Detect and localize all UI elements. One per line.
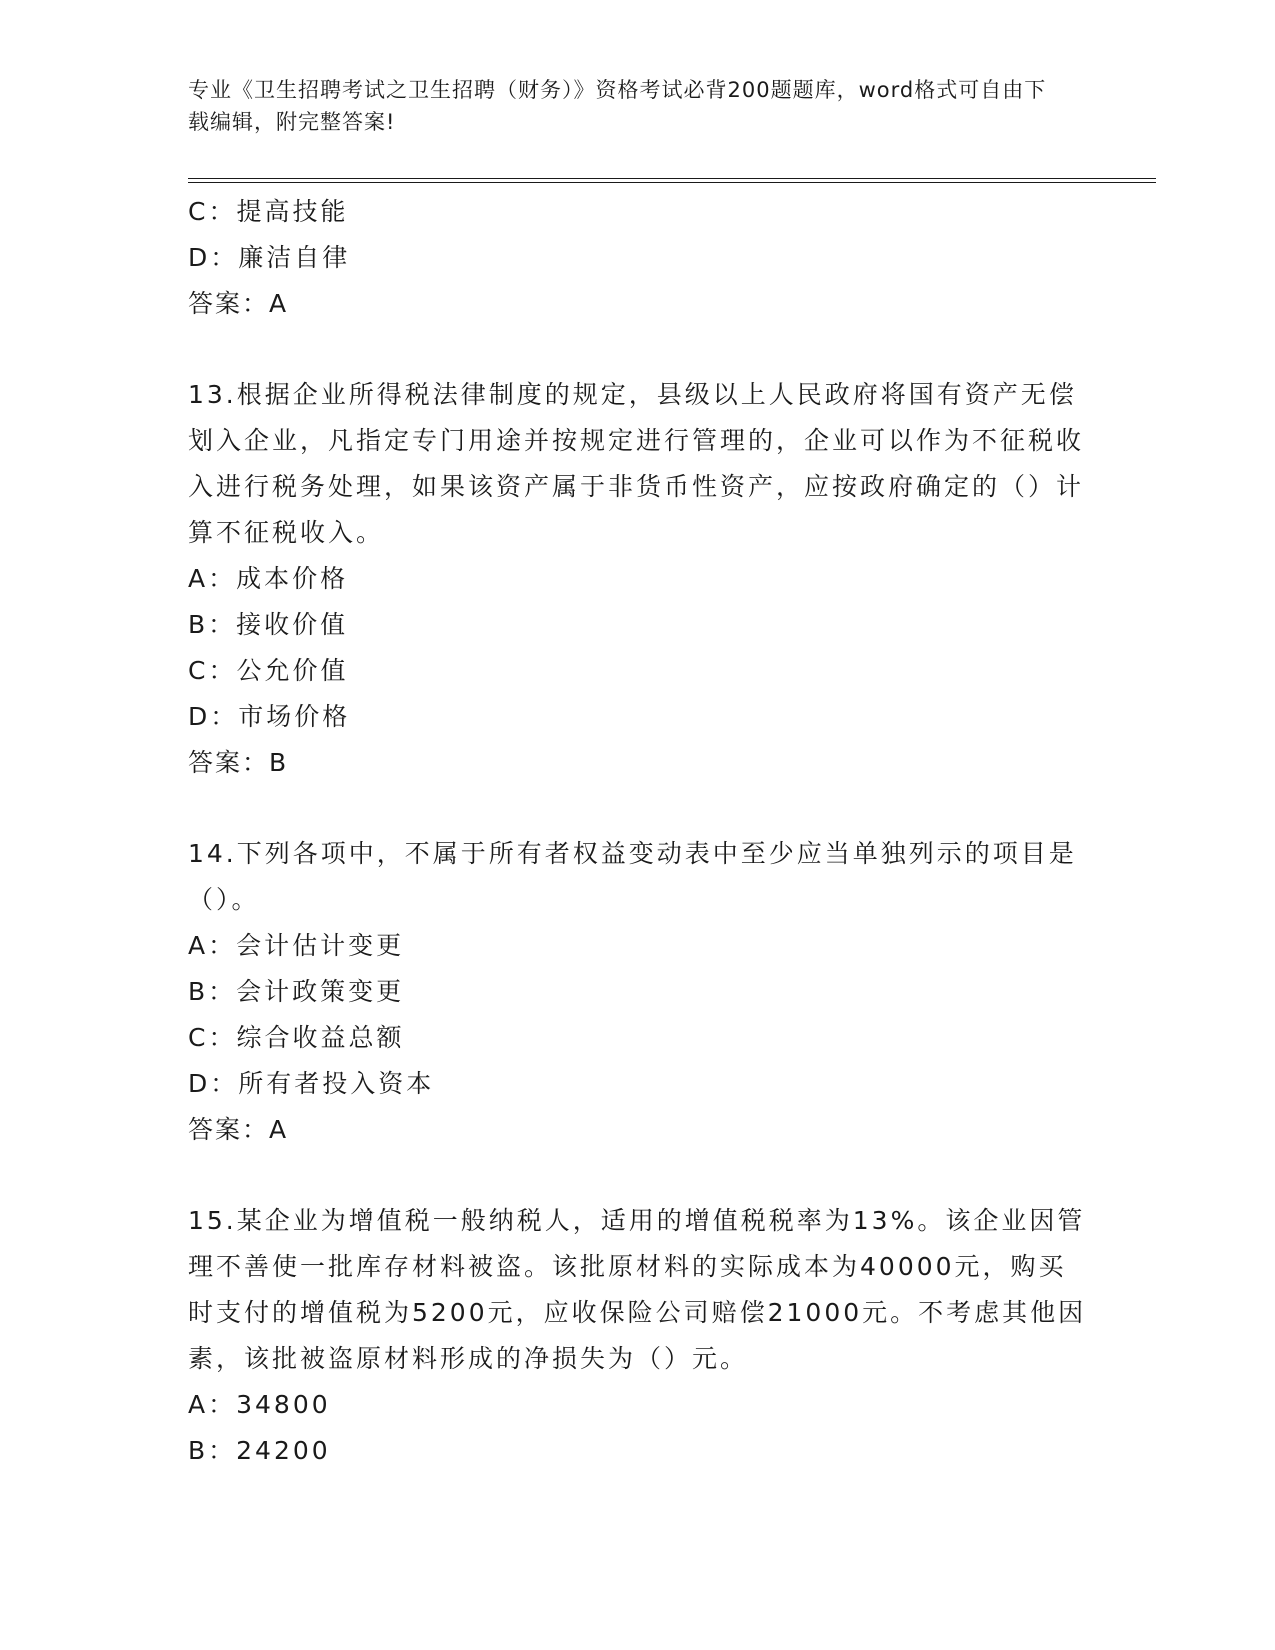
header-rule-top <box>188 178 1156 179</box>
document-intro: 专业《卫生招聘考试之卫生招聘（财务）》资格考试必背200题题库，word格式可自由下载编辑，附完整答案! <box>188 78 1047 134</box>
question-14 <box>188 831 1088 1153</box>
header-rule-bottom <box>188 182 1156 183</box>
question-content <box>188 189 1088 1474</box>
question-text: 15.某企业为增值税一般纳税人，适用的增值税税率为13%。该企业因管理不善使一批库存材料被盗。该批原材料的实际成本为40000元，购买时支付的增值税为5200元，应收保险公司赔偿21000元。不考虑其他因素，该批被盗原材料形成的净损失为（）元。 <box>188 1206 1087 1373</box>
answer-line: 答案：A <box>188 1115 289 1144</box>
question-text: 13.根据企业所得税法律制度的规定，县级以上人民政府将国有资产无偿划入企业，凡指定专门用途并按规定进行管理的，企业可以作为不征税收入进行税务处理，如果该资产属于非货币性资产，应按政府确定的（）计算不征税收入。 <box>188 380 1085 547</box>
option-b: B：接收价值 <box>188 610 349 639</box>
option-c: C：公允价值 <box>188 656 349 685</box>
option-d: D：所有者投入资本 <box>188 1069 435 1098</box>
option-c: C：综合收益总额 <box>188 1023 405 1052</box>
option-a: A：成本价格 <box>188 564 349 593</box>
question-15 <box>188 1198 1088 1474</box>
option-c: C：提高技能 <box>188 197 349 226</box>
question-13 <box>188 372 1088 786</box>
option-b: B：24200 <box>188 1436 331 1465</box>
option-d: D：市场价格 <box>188 702 351 731</box>
question-12-remainder <box>188 189 1088 327</box>
question-text: 14.下列各项中，不属于所有者权益变动表中至少应当单独列示的项目是（）。 <box>188 839 1077 914</box>
option-a: A：会计估计变更 <box>188 931 405 960</box>
option-a: A：34800 <box>188 1390 331 1419</box>
option-b: B：会计政策变更 <box>188 977 405 1006</box>
answer-line: 答案：A <box>188 289 289 318</box>
answer-line: 答案：B <box>188 748 289 777</box>
option-d: D：廉洁自律 <box>188 243 351 272</box>
